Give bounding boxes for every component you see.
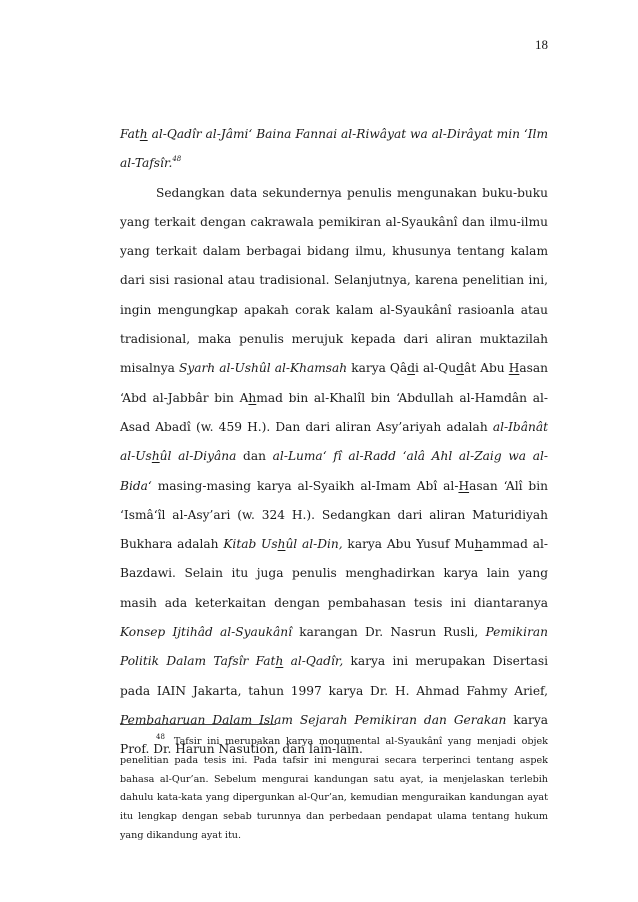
italic-text: Kitab Us <box>223 537 278 552</box>
italic-underlined-letter: h <box>277 537 286 552</box>
text-run: karangan Dr. Nasrun Rusli, <box>292 625 486 640</box>
italic-text: Fat <box>120 127 140 141</box>
text-run: karya Abu Yusuf Mu <box>342 537 475 552</box>
underlined-letter: H <box>458 478 470 493</box>
italic-text: al-Luma‘ fî al-Radd ‘alâ Ahl al-Zaig wa al-Bida‘ <box>120 449 549 493</box>
text-run: i al-Qu <box>415 361 457 376</box>
text-run: asan ‘Abd al-Jabbâr bin A <box>120 361 548 405</box>
text-run: Sedangkan data sekundernya penulis mengunakan buku-buku yang terkait dengan cakrawala pemikiran al-Syaukânî dan ilmu-ilmu yang terkait dalam berbagai bidang ilmu, khusunya tentang kalam dari sisi rasional atau tradisional. Selanjutnya, karena penelitian ini, ingin mengungkap apakah corak kalam al-Syaukânî rasioanla atau tradisional, maka penulis merujuk kepada dari aliran muktazilah misalnya <box>120 185 548 376</box>
text-run: karya Prof. Dr. Harun Nasution, dan lain-lain. <box>120 712 548 757</box>
footnote-separator <box>120 724 276 725</box>
text-run: mad bin al-Khalîl bin ‘Abdullah al-Hamdân al-Asad Abadî (w. 459 H.). Dan dari aliran Asy’ariyah adalah <box>120 390 549 434</box>
underlined-letter: h <box>474 537 483 552</box>
footnote-paragraph <box>120 733 548 846</box>
italic-text: Syarh al-Ushûl al-Khamsah <box>178 361 348 376</box>
page-number: 18 <box>535 37 548 52</box>
text-run: ammad al-Bazdawi. Selain itu juga penulis menghadirkan karya lain yang masih ada keterkaitan dengan pembahasan tesis ini diantaranya <box>120 537 549 610</box>
underlined-letter: h <box>248 390 257 405</box>
italic-underlined-letter: h <box>275 654 284 669</box>
underlined-letter: H <box>508 361 520 376</box>
italic-text: Pemikiran Politik Dalam Tafsîr Fat <box>120 625 549 669</box>
italic-text: al-Qadîr al-Jâmi‘ Baina Fannai al-Riwâyat wa al-Dirâyat min ‘Ilm al-Tafsîr. <box>120 127 548 171</box>
footnote-text: Tafsir ini merupakan karya monumental al-Syaukânî yang menjadi objek penelitian pada tesis ini. Pada tafsir ini mengurai secara terperinci tentang aspek bahasa al-Qur’an. Sebelum mengurai kandungan satu ayat, ia menjelaskan terlebih dahulu kata-kata yang dipergunkan al-Qur’an, kemudian menguraikan kandungan ayat itu lengkap dengan sebab turunnya dan perbedaan pendapat ulama tentang hukum yang dikandung ayat itu. <box>120 736 548 841</box>
text-run: dan <box>236 449 273 464</box>
italic-text: al-Qadîr, <box>283 654 344 669</box>
italic-text: Pembaharuan Dalam Islam Sejarah Pemikiran dan Gerakan <box>120 712 507 727</box>
italic-text: al-Ibânât al-Us <box>120 419 548 464</box>
italic-text: ûl al-Diyâna <box>159 449 237 464</box>
italic-underlined-letter: h <box>139 127 148 141</box>
body-text <box>120 120 548 765</box>
underlined-letter: d <box>456 361 464 376</box>
footnote-reference: 48 <box>172 155 182 164</box>
italic-text: Konsep Ijtihâd al-Syaukânî <box>120 625 293 640</box>
text-run: karya ini merupakan Disertasi pada IAIN Jakarta, tahun 1997 karya Dr. H. Ahmad Fahmy Arief, <box>120 654 548 698</box>
body-paragraph <box>120 120 548 179</box>
text-run: masing-masing karya al-Syaikh al-Imam Abî al- <box>151 478 459 493</box>
footnote-number: 48 <box>156 733 165 741</box>
text-run: ât Abu <box>463 361 509 376</box>
italic-underlined-letter: h <box>151 449 160 464</box>
underlined-letter: d <box>407 361 416 376</box>
italic-text: ûl al-Din, <box>285 537 343 552</box>
text-run: asan ‘Alî bin ‘Ismâ‘îl al-Asy’ari (w. 324 H.). Sedangkan dari aliran Maturidiyah Bukhara adalah <box>120 478 548 552</box>
footnote <box>120 733 548 846</box>
body-paragraph <box>120 179 548 765</box>
text-run: karya Qâ <box>347 361 408 376</box>
